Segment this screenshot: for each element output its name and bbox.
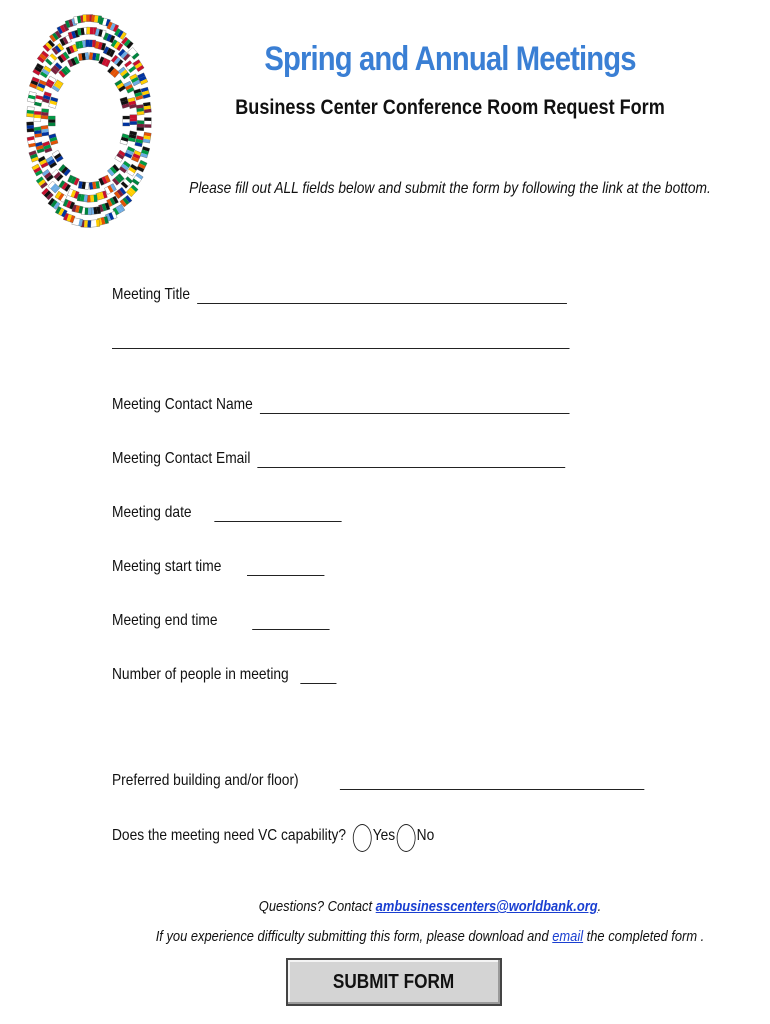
contact-email-row bbox=[112, 450, 565, 468]
contact-name-row bbox=[112, 396, 569, 414]
people-count-label: Number of people in meeting bbox=[112, 666, 289, 683]
end-time-label: Meeting end time bbox=[112, 612, 218, 629]
meeting-title-field[interactable] bbox=[197, 301, 567, 304]
contact-email-field[interactable] bbox=[257, 465, 565, 468]
flags-ring-logo bbox=[18, 2, 160, 240]
difficulty-prefix: If you experience difficulty submitting this form, please download and bbox=[155, 928, 553, 945]
contact-name-label: Meeting Contact Name bbox=[112, 396, 253, 413]
vc-yes-label: Yes bbox=[372, 827, 396, 844]
vc-no-label: No bbox=[416, 827, 435, 844]
start-time-field[interactable] bbox=[247, 573, 324, 576]
page-title: Spring and Annual Meetings bbox=[264, 40, 636, 78]
end-time-field[interactable] bbox=[252, 627, 329, 630]
meeting-date-label: Meeting date bbox=[112, 504, 192, 521]
form-subtitle: Business Center Conference Room Request Form bbox=[235, 96, 665, 119]
meeting-title-row bbox=[112, 286, 567, 304]
contact-email-link[interactable]: ambusinesscenters@worldbank.org bbox=[375, 898, 598, 915]
people-count-row bbox=[112, 666, 337, 684]
questions-suffix: . bbox=[597, 898, 602, 915]
meeting-date-row bbox=[112, 504, 341, 522]
meeting-date-field[interactable] bbox=[214, 519, 341, 522]
start-time-row bbox=[112, 558, 325, 576]
meeting-title-field-line2[interactable] bbox=[112, 346, 570, 349]
start-time-label: Meeting start time bbox=[112, 558, 222, 575]
building-row bbox=[112, 772, 644, 790]
meeting-title-continuation-row bbox=[112, 346, 570, 349]
difficulty-suffix: the completed form . bbox=[583, 928, 705, 945]
contact-email-label: Meeting Contact Email bbox=[112, 450, 251, 467]
meeting-title-label: Meeting Title bbox=[112, 286, 191, 303]
end-time-row bbox=[112, 612, 329, 630]
submit-form-label: SUBMIT FORM bbox=[333, 970, 455, 993]
submit-form-button[interactable] bbox=[286, 958, 502, 1006]
questions-line bbox=[215, 898, 645, 915]
building-field[interactable] bbox=[340, 787, 644, 790]
building-label: Preferred building and/or floor) bbox=[112, 772, 299, 789]
people-count-field[interactable] bbox=[301, 681, 337, 684]
vc-row bbox=[112, 822, 434, 850]
instructions-text: Please fill out ALL fields below and submit the form by following the link at the bottom. bbox=[189, 180, 711, 197]
difficulty-line bbox=[155, 928, 705, 945]
questions-prefix: Questions? Contact bbox=[258, 898, 376, 915]
email-link[interactable]: email bbox=[552, 928, 584, 945]
contact-name-field[interactable] bbox=[260, 411, 570, 414]
vc-yes-radio[interactable] bbox=[353, 824, 372, 852]
vc-label: Does the meeting need VC capability? bbox=[112, 827, 347, 844]
vc-no-radio[interactable] bbox=[397, 824, 416, 852]
